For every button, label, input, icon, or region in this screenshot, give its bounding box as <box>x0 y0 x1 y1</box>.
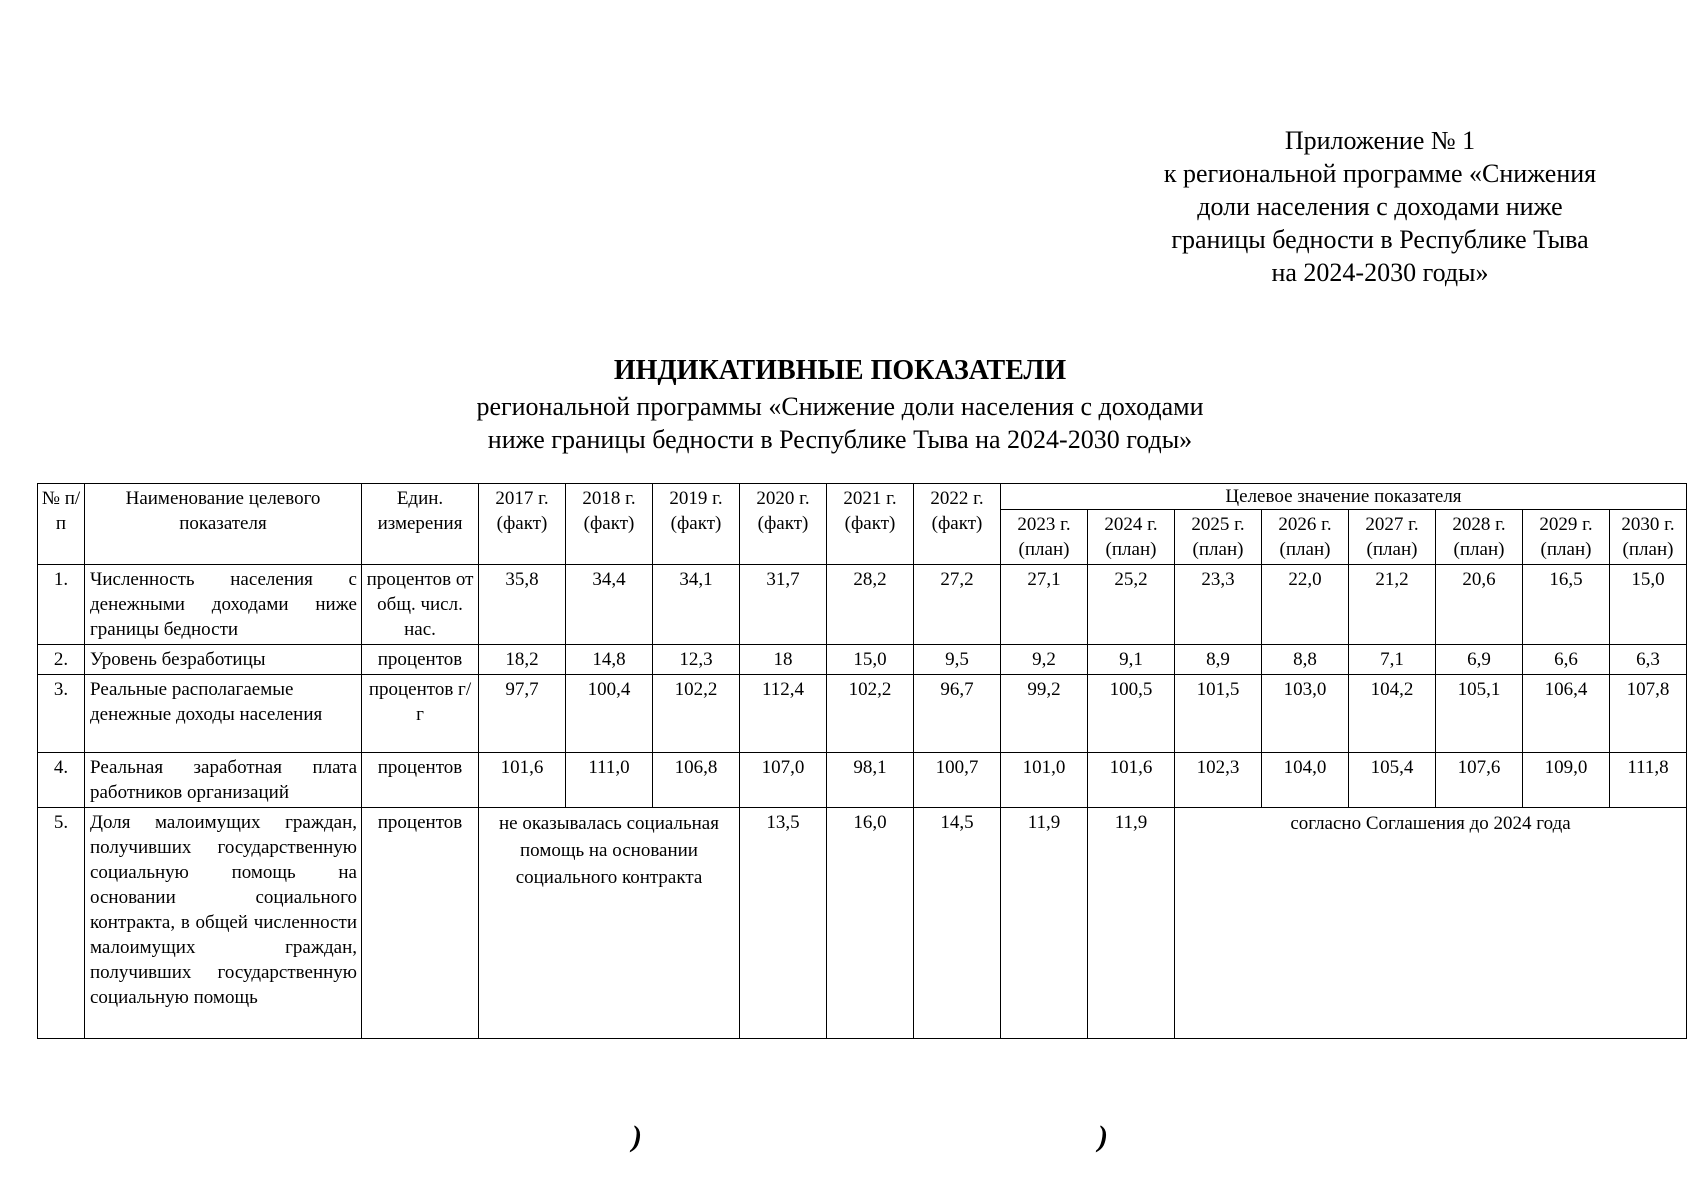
value-cell: 23,3 <box>1175 565 1262 645</box>
table-row <box>38 808 1687 1039</box>
indicator-name: Уровень безработицы <box>85 645 362 675</box>
header-year: 2027 г. (план) <box>1349 510 1436 565</box>
value-cell: 9,5 <box>914 645 1001 675</box>
value-cell: 6,3 <box>1610 645 1687 675</box>
header-target-group: Целевое значение показателя <box>1001 484 1687 510</box>
value-cell: 16,5 <box>1523 565 1610 645</box>
value-cell: 100,4 <box>566 675 653 753</box>
value-cell: 7,1 <box>1349 645 1436 675</box>
header-year: 2021 г. (факт) <box>827 484 914 565</box>
value-cell: 6,9 <box>1436 645 1523 675</box>
scan-mark: ) <box>632 1120 642 1153</box>
header-year: 2018 г. (факт) <box>566 484 653 565</box>
value-cell: 106,4 <box>1523 675 1610 753</box>
value-cell: 100,5 <box>1088 675 1175 753</box>
value-cell: 28,2 <box>827 565 914 645</box>
value-cell: 103,0 <box>1262 675 1349 753</box>
appendix-block <box>1135 124 1625 289</box>
value-cell: 98,1 <box>827 753 914 808</box>
header-year: 2022 г. (факт) <box>914 484 1001 565</box>
value-cell: 111,0 <box>566 753 653 808</box>
unit-cell: процентов <box>362 645 479 675</box>
value-cell: 18,2 <box>479 645 566 675</box>
value-cell: 101,6 <box>1088 753 1175 808</box>
table-row <box>38 645 1687 675</box>
appendix-line: границы бедности в Республике Тыва <box>1171 225 1589 254</box>
value-cell: 8,8 <box>1262 645 1349 675</box>
value-cell: 9,1 <box>1088 645 1175 675</box>
value-cell: 101,0 <box>1001 753 1088 808</box>
value-cell: 27,1 <box>1001 565 1088 645</box>
value-cell: 96,7 <box>914 675 1001 753</box>
value-cell: 6,6 <box>1523 645 1610 675</box>
value-cell: 104,0 <box>1262 753 1349 808</box>
appendix-line: доли населения с доходами ниже <box>1197 192 1563 221</box>
value-cell: 31,7 <box>740 565 827 645</box>
unit-cell: процентов от общ. числ. нас. <box>362 565 479 645</box>
document-subtitle-line: региональной программы «Снижение доли населения с доходами <box>476 392 1204 421</box>
value-cell: 22,0 <box>1262 565 1349 645</box>
row-number: 4. <box>38 753 85 808</box>
value-cell: 25,2 <box>1088 565 1175 645</box>
value-cell: 16,0 <box>827 808 914 1039</box>
header-name: Наименование целевого показателя <box>85 484 362 565</box>
appendix-line: к региональной программе «Снижения <box>1163 159 1597 188</box>
value-cell: 9,2 <box>1001 645 1088 675</box>
unit-cell: процентов <box>362 753 479 808</box>
value-cell: 101,6 <box>479 753 566 808</box>
value-cell: 107,6 <box>1436 753 1523 808</box>
value-cell: 105,1 <box>1436 675 1523 753</box>
value-cell: 18 <box>740 645 827 675</box>
value-cell: 11,9 <box>1088 808 1175 1039</box>
value-cell: 104,2 <box>1349 675 1436 753</box>
appendix-line: на 2024-2030 годы» <box>1271 258 1489 287</box>
indicator-name: Реальные располагаемые денежные доходы населения <box>85 675 362 753</box>
header-unit: Един. измерения <box>362 484 479 565</box>
value-cell: 8,9 <box>1175 645 1262 675</box>
value-cell: 34,1 <box>653 565 740 645</box>
value-cell: 15,0 <box>1610 565 1687 645</box>
appendix-line: Приложение № 1 <box>1284 126 1476 155</box>
value-cell: 111,8 <box>1610 753 1687 808</box>
value-cell: 102,2 <box>827 675 914 753</box>
row-number: 5. <box>38 808 85 1039</box>
value-cell: 101,5 <box>1175 675 1262 753</box>
indicator-name: Численность населения с денежными доходами ниже границы бедности <box>85 565 362 645</box>
value-cell: 14,5 <box>914 808 1001 1039</box>
document-heading <box>380 352 1300 456</box>
header-no: № п/п <box>38 484 85 565</box>
value-cell: 20,6 <box>1436 565 1523 645</box>
value-cell: 35,8 <box>479 565 566 645</box>
merged-plan-note: согласно Соглашения до 2024 года <box>1175 808 1687 1039</box>
value-cell: 97,7 <box>479 675 566 753</box>
header-year: 2026 г. (план) <box>1262 510 1349 565</box>
value-cell: 112,4 <box>740 675 827 753</box>
table-row <box>38 675 1687 753</box>
row-number: 2. <box>38 645 85 675</box>
value-cell: 11,9 <box>1001 808 1088 1039</box>
merged-fact-note: не оказывалась социальная помощь на основании социального контракта <box>479 808 740 1039</box>
header-year: 2019 г. (факт) <box>653 484 740 565</box>
value-cell: 27,2 <box>914 565 1001 645</box>
header-year: 2017 г. (факт) <box>479 484 566 565</box>
header-year: 2025 г. (план) <box>1175 510 1262 565</box>
value-cell: 14,8 <box>566 645 653 675</box>
value-cell: 105,4 <box>1349 753 1436 808</box>
header-year: 2028 г. (план) <box>1436 510 1523 565</box>
unit-cell: процентов <box>362 808 479 1039</box>
value-cell: 106,8 <box>653 753 740 808</box>
row-number: 3. <box>38 675 85 753</box>
row-number: 1. <box>38 565 85 645</box>
value-cell: 34,4 <box>566 565 653 645</box>
value-cell: 107,0 <box>740 753 827 808</box>
table-row <box>38 753 1687 808</box>
value-cell: 13,5 <box>740 808 827 1039</box>
indicators-table <box>37 483 1687 1039</box>
value-cell: 109,0 <box>1523 753 1610 808</box>
unit-cell: процентов г/г <box>362 675 479 753</box>
value-cell: 12,3 <box>653 645 740 675</box>
value-cell: 102,2 <box>653 675 740 753</box>
header-year: 2023 г. (план) <box>1001 510 1088 565</box>
header-year: 2030 г. (план) <box>1610 510 1687 565</box>
value-cell: 99,2 <box>1001 675 1088 753</box>
document-title: ИНДИКАТИВНЫЕ ПОКАЗАТЕЛИ <box>613 355 1067 386</box>
indicator-name: Реальная заработная плата работников организаций <box>85 753 362 808</box>
value-cell: 21,2 <box>1349 565 1436 645</box>
value-cell: 102,3 <box>1175 753 1262 808</box>
scan-mark: ) <box>1098 1120 1108 1153</box>
header-year: 2029 г. (план) <box>1523 510 1610 565</box>
header-year: 2020 г. (факт) <box>740 484 827 565</box>
value-cell: 100,7 <box>914 753 1001 808</box>
indicator-name: Доля малоимущих граждан, получивших государственную социальную помощь на основании социального контракта, в общей численности малоимущих граждан, получивших государственную социальную помощь <box>85 808 362 1039</box>
table-row <box>38 565 1687 645</box>
document-subtitle-line: ниже границы бедности в Республике Тыва на 2024-2030 годы» <box>487 425 1193 454</box>
value-cell: 107,8 <box>1610 675 1687 753</box>
header-year: 2024 г. (план) <box>1088 510 1175 565</box>
value-cell: 15,0 <box>827 645 914 675</box>
